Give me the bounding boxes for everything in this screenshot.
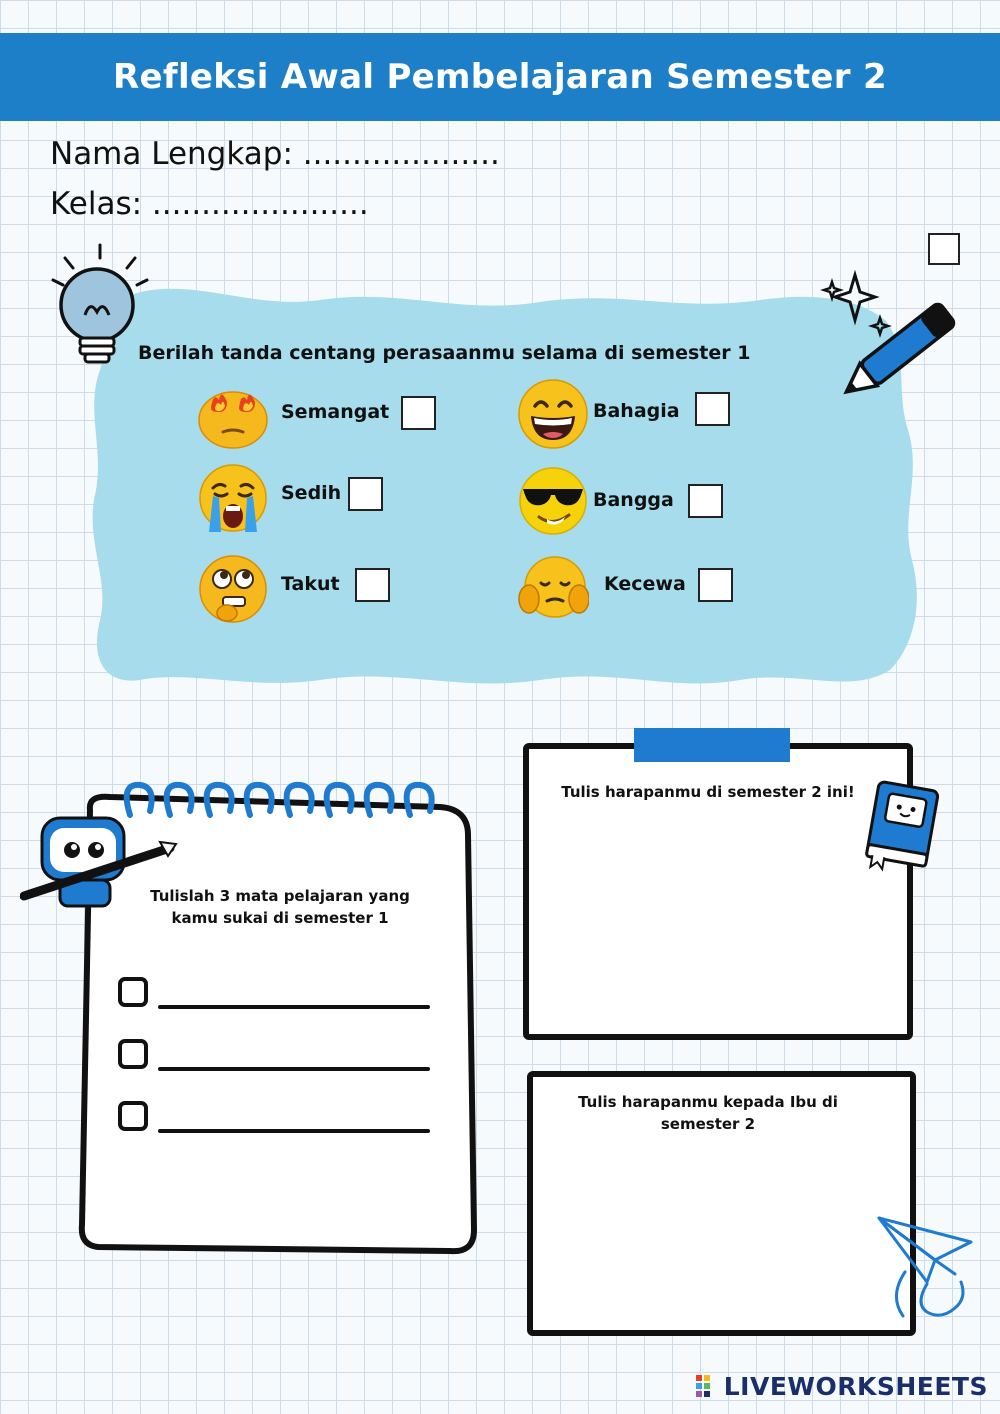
subject-line-1[interactable] bbox=[158, 1005, 430, 1009]
pen-icon bbox=[820, 270, 980, 410]
checkbox-sedih[interactable] bbox=[348, 477, 383, 511]
mom-prompt bbox=[548, 1092, 868, 1136]
subject-line-3[interactable] bbox=[158, 1129, 430, 1133]
tape-strip bbox=[634, 728, 790, 762]
mom-prompt-line2: semester 2 bbox=[660, 1114, 756, 1133]
watermark-text: LIVEWORKSHEETS bbox=[723, 1372, 988, 1401]
class-field[interactable]: Kelas: ...................... bbox=[50, 186, 369, 222]
feeling-label-bangga: Bangga bbox=[593, 489, 674, 511]
grinning-emoji-icon bbox=[517, 378, 589, 450]
disappointed-emoji-icon bbox=[517, 553, 589, 625]
subject-checkbox-3[interactable] bbox=[118, 1101, 148, 1131]
feeling-label-sedih: Sedih bbox=[281, 482, 342, 504]
paper-plane-icon bbox=[875, 1212, 980, 1327]
checkbox-bahagia[interactable] bbox=[695, 392, 730, 426]
feelings-instruction: Berilah tanda centang perasaanmu selama di semester 1 bbox=[138, 342, 751, 364]
mom-prompt-line1: Tulis harapanmu kepada Ibu di bbox=[578, 1093, 838, 1111]
subject-checkbox-2[interactable] bbox=[118, 1039, 148, 1069]
subjects-prompt-line1: Tulislah 3 mata pelajaran yang bbox=[150, 887, 410, 905]
feeling-label-bahagia: Bahagia bbox=[593, 400, 680, 422]
fire-eyes-emoji-icon bbox=[197, 378, 269, 450]
header-banner bbox=[0, 33, 1000, 121]
liveworksheets-logo-icon bbox=[696, 1375, 718, 1399]
page-title: Refleksi Awal Pembelajaran Semester 2 bbox=[113, 57, 887, 97]
scared-emoji-icon bbox=[197, 553, 269, 625]
checkbox-kecewa[interactable] bbox=[698, 568, 733, 602]
crying-emoji-icon bbox=[197, 462, 269, 534]
subjects-prompt-line2: kamu sukai di semester 1 bbox=[171, 908, 389, 927]
feeling-label-semangat: Semangat bbox=[281, 401, 390, 423]
checkbox-semangat[interactable] bbox=[401, 396, 436, 430]
feeling-label-takut: Takut bbox=[281, 573, 340, 595]
checkbox-bangga[interactable] bbox=[688, 484, 723, 518]
watermark bbox=[696, 1372, 988, 1401]
feeling-label-kecewa: Kecewa bbox=[604, 573, 686, 595]
book-icon bbox=[862, 780, 944, 872]
subjects-prompt bbox=[130, 886, 430, 930]
name-field[interactable]: Nama Lengkap: .................... bbox=[50, 136, 500, 172]
hope-prompt: Tulis harapanmu di semester 2 ini! bbox=[561, 783, 855, 801]
subject-checkbox-1[interactable] bbox=[118, 977, 148, 1007]
feelings-background-blob bbox=[60, 240, 940, 710]
subject-line-2[interactable] bbox=[158, 1067, 430, 1071]
checkbox-takut[interactable] bbox=[355, 568, 390, 602]
sunglasses-emoji-icon bbox=[517, 465, 589, 537]
